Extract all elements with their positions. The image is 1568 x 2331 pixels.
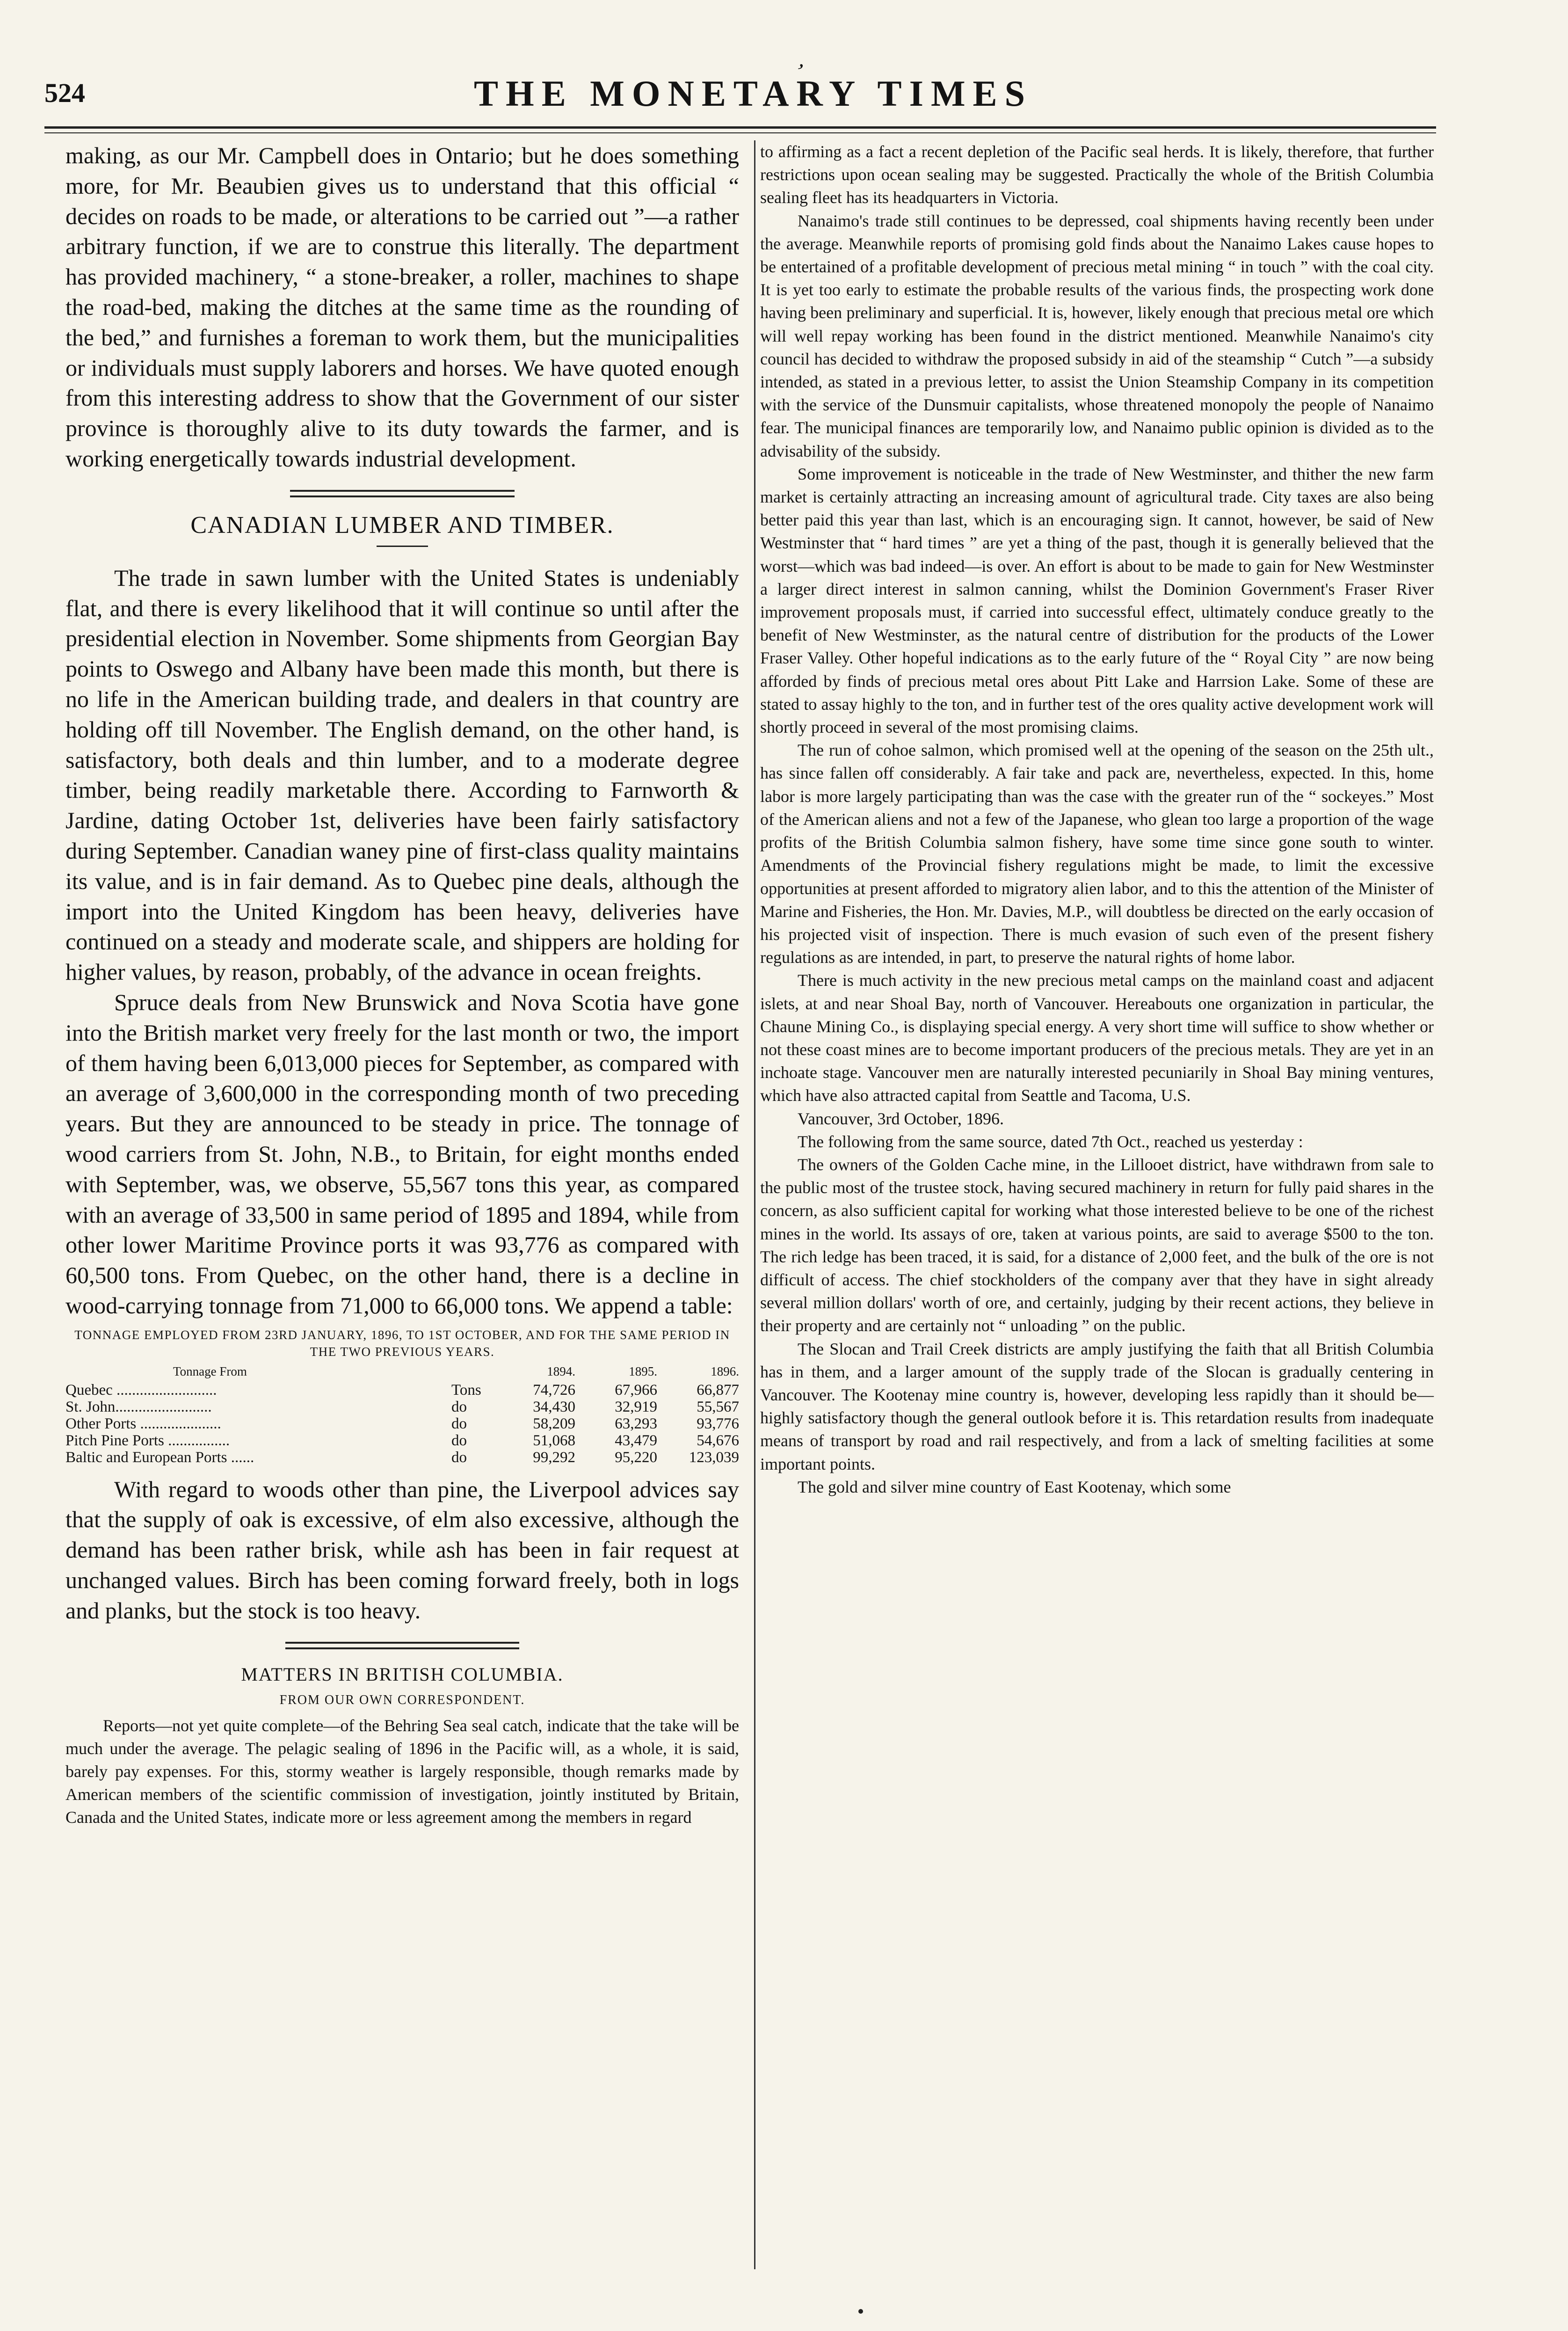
cell-1896: 123,039: [689, 1449, 739, 1466]
cell-unit: do: [451, 1398, 467, 1415]
section-divider: [290, 490, 515, 497]
lumber-paragraph: Spruce deals from New Brunswick and Nova Scotia have gone into the British market very freely for the last month or two, the import of them having been 6,013,000 pieces for September, as compared with an average of 3,600,000 in the corresponding month of two preceding years. But they are announced to be steady in price. The tonnage of wood carriers from St. John, N.B., to Britain, for eight months ended with September, was, we observe, 55,567 tons this year, as compared with an average of 33,500 in same period of 1895 and 1894, while from other lower Maritime Province ports it was 93,776 as compared with 60,500 tons. From Quebec, on the other hand, there is a decline in wood-carrying tonnage from 71,000 to 66,000 tons. We append a table:: [65, 989, 739, 1318]
bc-first-paragraph: Reports—not yet quite complete—of the Behring Sea seal catch, indicate that the take will be much under the average. The pelagic sealing of 1896 in the Pacific will, as a whole, it is said, barely pay expenses. For this, stormy weather is largely responsible, though remarks made by American members of the scientific commission of investigation, jointly instituted by Britain, Canada and the United States, indicate more or less agreement among the members in regard: [65, 1716, 739, 1827]
right-column: [760, 140, 1434, 1499]
cell-1894: 34,430: [533, 1398, 575, 1415]
cell-from: Baltic and European Ports ......: [65, 1449, 254, 1466]
bc-heading: MATTERS IN BRITISH COLUMBIA.: [241, 1663, 564, 1685]
cell-1896: 54,676: [697, 1432, 739, 1449]
intro-paragraph: making, as our Mr. Campbell does in Ontario; but he does something more, for Mr. Beaubien gives us to understand that this official “ decides on roads to be made, or alterations to be carried out ”—a rather arbitrary function, if we are to construe this literally. The department has provided machinery, “ a stone-breaker, a roller, machines to shape the road-bed, making the ditches at the same time as the rounding of the bed,” and furnishes a foreman to work them, but the municipalities or individuals must supply laborers and horses. We have quoted enough from this interesting address to show that the Government of our sister province is thoroughly alive to its duty towards the farmer, and is working energetically towards industrial development.: [65, 142, 739, 472]
bc-paragraph: Nanaimo's trade still continues to be depressed, coal shipments having recently been under the average. Meanwhile reports of promising gold finds about the Nanaimo Lakes cause hopes to be entertained of a profitable development of precious metal mining “ in touch ” with the coal city. It is yet too early to estimate the probable results of the various finds, the prospecting work done having been preliminary and superficial. It is, however, likely enough that precious metal ore which will well repay working has been found in the district mentioned. Meanwhile Nanaimo's city council has decided to withdraw the proposed subsidy in aid of the steamship “ Cutch ”—a subsidy intended, as stated in a previous letter, to assist the Union Steamship Company in its competition with the service of the Dunsmuir capitalists, whose threatened monopoly the people of Nanaimo fear. The municipal finances are temporarily low, and Nanaimo public opinion is divided as to the advisability of the subsidy.: [760, 211, 1434, 460]
lumber-closing: With regard to woods other than pine, the Liverpool advices say that the supply of oak is excessive, of elm also excessive, although the demand has been rather brisk, while ash has been in fair request at unchanged values. Birch has been coming forward freely, both in logs and planks, but the stock is too heavy.: [65, 1476, 739, 1624]
col-header: Tonnage From: [173, 1364, 247, 1378]
table-row: [65, 1449, 739, 1466]
cell-1896: 93,776: [697, 1415, 739, 1432]
page-number: 524: [44, 78, 85, 108]
bc-paragraph: There is much activity in the new precious metal camps on the mainland coast and adjacent islets, at and near Shoal Bay, north of Vancouver. Hereabouts one organization in particular, the Chaune Mining Co., is displaying special energy. A very short time will suffice to show whether or not these coast mines are to become important producers of the precious metals. They are yet in an inchoate stage. Vancouver men are naturally interested pecuniarily in Shoal Bay mining ventures, which have also attracted capital from Seattle and Tacoma, U.S.: [760, 971, 1434, 1105]
lumber-article: [65, 563, 739, 1321]
cell-1895: 32,919: [615, 1398, 657, 1415]
lumber-heading: CANADIAN LUMBER AND TIMBER.: [190, 511, 614, 539]
cell-1896: 55,567: [697, 1398, 739, 1415]
bc-paragraph: The owners of the Golden Cache mine, in the Lillooet district, have withdrawn from sale to the public most of the trustee stock, having secured machinery in return for fully paid shares in the concern, as also sufficient capital for working what those interested believe to be one of the richest mines in the world. Its assays of ore, taken at various points, are said to average $500 to the ton. The rich ledge has been traced, it is said, for a distance of 2,000 feet, and the bulk of the ore is not difficult of access. The chief stockholders of the company aver that they have in sight already several million dollars' worth of ore, and certainly, judging by their recent actions, they believe in their property and are certainly not “ unloading ” on the public.: [760, 1155, 1434, 1335]
cell-1895: 63,293: [615, 1415, 657, 1432]
table-row: [65, 1382, 739, 1399]
ink-fleck: [858, 2309, 863, 2314]
cell-1895: 43,479: [615, 1432, 657, 1449]
section-divider: [285, 1642, 519, 1649]
cell-from: Pitch Pine Ports ................: [65, 1432, 230, 1449]
cell-1894: 99,292: [533, 1449, 575, 1466]
column-divider: [754, 140, 755, 2269]
cell-unit: do: [451, 1432, 467, 1449]
bc-paragraph: The run of cohoe salmon, which promised well at the opening of the season on the 25th ult., has since fallen off considerably. A fair take and pack are, nevertheless, expected. In this, home labor is more largely participating than was the case with the greater run of the “ sockeyes.” Most of the American aliens and not a few of the Japanese, who glean too large a proportion of the wage profits of the British Columbia salmon fishery, have some time since gone south to winter. Amendments of the Provincial fishery regulations might be made, to limit the excessive opportunities at present afforded to migratory alien labor, and to this the attention of the Minister of Marine and Fisheries, the Hon. Mr. Davies, M.P., will doubtless be directed on the early occasion of his projected visit of inspection. There is much evasion of such even of the present fishery regulations as are intended, in part, to preserve the natural rights of home labor.: [760, 741, 1434, 967]
stray-mark: ,: [797, 47, 811, 73]
header-rule: [44, 126, 1436, 133]
table-row: [65, 1432, 739, 1449]
bc-paragraph: to affirming as a fact a recent depletion of the Pacific seal herds. It is likely, therefore, that further restrictions upon ocean sealing may be suggested. Practically the whole of the British Columbia sealing fleet has its headquarters in Victoria.: [760, 142, 1434, 207]
bc-paragraph: The following from the same source, dated 7th Oct., reached us yesterday :: [798, 1132, 1303, 1151]
cell-from: Other Ports .....................: [65, 1415, 221, 1432]
cell-1896: 66,877: [697, 1381, 739, 1399]
lumber-paragraph: The trade in sawn lumber with the United States is undeniably flat, and there is every likelihood that it will continue so until after the presidential election in November. Some shipments from Georgian Bay points to Oswego and Albany have been made this month, but there is no life in the American building trade, and dealers in that country are holding off till November. The English demand, on the other hand, is satisfactory, both deals and thin lumber, and to a moderate degree timber, being readily marketable there. According to Farnworth & Jardine, dating October 1st, deliveries have been fairly satisfactory during September. Canadian waney pine of first-class quality maintains its value, and is in fair demand. As to Quebec pine deals, although the import into the United Kingdom has been heavy, deliveries have continued on a steady and moderate scale, and shippers are holding for higher values, by reason, probably, of the advance in ocean freights.: [65, 564, 739, 985]
dateline: Vancouver, 3rd October, 1896.: [798, 1109, 1004, 1128]
cell-1894: 74,726: [533, 1381, 575, 1399]
cell-1894: 58,209: [533, 1415, 575, 1432]
cell-1895: 67,966: [615, 1381, 657, 1399]
cell-unit: do: [451, 1449, 467, 1466]
left-column: [65, 140, 739, 1829]
bc-paragraph: Some improvement is noticeable in the trade of New Westminster, and thither the new farm market is certainly attracting an increasing amount of agricultural trade. City taxes are also being better paid this year than last, which is an encouraging sign. It cannot, however, be said of New Westminster that “ hard times ” are yet a thing of the past, though it is generally believed that the worst—which was bad indeed—is over. An effort is about to be made to gain for New Westminster a larger direct interest in salmon canning, whilst the Dominion Government's Fraser River improvement proposals must, if carried into successful effect, ultimately conduce greatly to the benefit of New Westminster, as the natural centre of distribution for the products of the Lower Fraser Valley. Other hopeful indications as to the early future of the “ Royal City ” are now being afforded by finds of precious metal ores about Pitt Lake and Harrsion Lake. Some of these are stated to assay highly to the ton, and in further test of the ores quality active development work will shortly proceed in several of the most promising claims.: [760, 464, 1434, 737]
cell-1894: 51,068: [533, 1432, 575, 1449]
cell-unit: Tons: [451, 1381, 481, 1399]
table-row: [65, 1415, 739, 1432]
table-caption: TONNAGE EMPLOYED FROM 23RD JANUARY, 1896, TO 1ST OCTOBER, AND FOR THE SAME PERIOD IN THE TWO PREVIOUS YEARS.: [74, 1327, 730, 1359]
bc-paragraph: The gold and silver mine country of East Kootenay, which some: [798, 1477, 1231, 1496]
col-header: 1895.: [629, 1364, 657, 1378]
bc-paragraph: The Slocan and Trail Creek districts are amply justifying the faith that all British Columbia has in them, and a larger amount of the supply trade of the Slocan is gradually centering in Vancouver. The Kootenay mine country is, however, developing less rapidly than it should be—highly satisfactory though the general outlook before it is. This retardation results from inadequate means of transport by road and rail respectively, and from a lack of smelting facilities at some important points.: [760, 1339, 1434, 1473]
cell-from: Quebec ..........................: [65, 1381, 217, 1399]
cell-unit: do: [451, 1415, 467, 1432]
bc-article-start: [65, 1714, 739, 1829]
intro-section: [65, 140, 739, 474]
cell-1895: 95,220: [615, 1449, 657, 1466]
table-header-row: [65, 1363, 739, 1382]
page-header: [44, 73, 1462, 115]
tonnage-table: [65, 1363, 739, 1466]
table-row: [65, 1399, 739, 1415]
heading-dash: [377, 546, 428, 547]
bc-byline: FROM OUR OWN CORRESPONDENT.: [279, 1692, 525, 1707]
lumber-closing-section: [65, 1474, 739, 1626]
masthead-title: THE MONETARY TIMES: [474, 73, 1032, 114]
cell-from: St. John.........................: [65, 1398, 212, 1415]
col-header: 1896.: [711, 1364, 739, 1378]
col-header: 1894.: [547, 1364, 575, 1378]
